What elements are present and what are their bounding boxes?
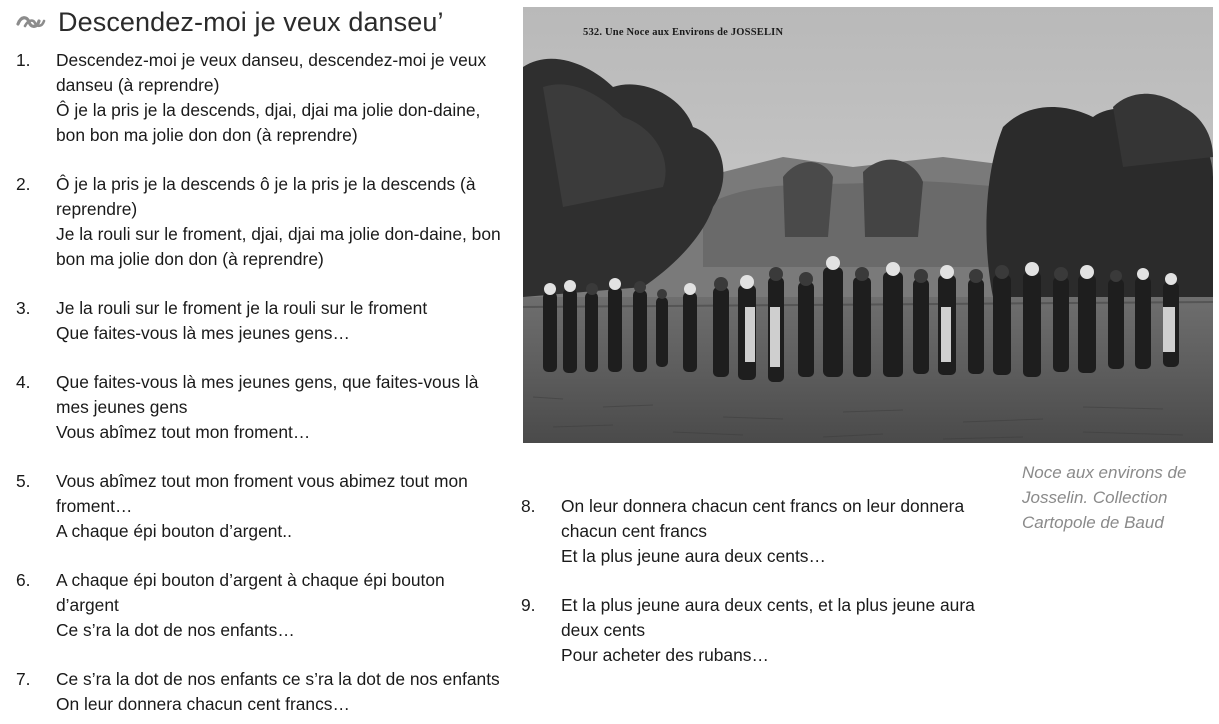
verse-line: Que faites-vous là mes jeunes gens, que faites-vous là mes jeunes gens (56, 372, 479, 417)
verse-number: 7. (16, 669, 31, 689)
verse-line: Pour acheter des rubans… (561, 645, 769, 665)
verse-item (16, 48, 501, 148)
verse-line: On leur donnera chacun cent francs… (56, 694, 350, 714)
verse-line: A chaque épi bouton d’argent à chaque épi bouton d’argent (56, 570, 445, 615)
verse-line: Et la plus jeune aura deux cents… (561, 546, 826, 566)
verse-line: Je la rouli sur le froment, djai, djai ma jolie don-daine, bon bon ma jolie don don (à reprendre) (56, 224, 501, 269)
verse-number: 8. (521, 496, 536, 516)
verse-number: 5. (16, 471, 31, 491)
verse-number: 4. (16, 372, 31, 392)
verse-line: Ô je la pris je la descends, djai, djai ma jolie don-daine, bon bon ma jolie don don (à reprendre) (56, 100, 481, 145)
verse-number: 1. (16, 50, 31, 70)
verse-item (521, 494, 1011, 569)
verse-line: Vous abîmez tout mon froment… (56, 422, 311, 442)
verse-line: On leur donnera chacun cent francs on leur donnera chacun cent francs (561, 496, 965, 541)
verse-line: Ce s’ra la dot de nos enfants… (56, 620, 295, 640)
photo-printed-caption: 532. Une Noce aux Environs de JOSSELIN (583, 27, 784, 38)
verse-line: Vous abîmez tout mon froment vous abimez tout mon froment… (56, 471, 468, 516)
verse-number: 2. (16, 174, 31, 194)
wedding-photo (523, 7, 1213, 443)
verse-line: Ô je la pris je la descends ô je la pris je la descends (à reprendre) (56, 174, 476, 219)
verse-line: Je la rouli sur le froment je la rouli sur le froment (56, 298, 428, 318)
verse-item (16, 296, 501, 346)
verse-line: Et la plus jeune aura deux cents, et la plus jeune aura deux cents (561, 595, 975, 640)
verse-item (16, 469, 501, 544)
decorative-swirl-icon (16, 11, 46, 33)
verse-line: Ce s’ra la dot de nos enfants ce s’ra la dot de nos enfants (56, 669, 500, 689)
verses-column-right (521, 494, 1011, 668)
verse-item (16, 568, 501, 643)
verse-line: A chaque épi bouton d’argent.. (56, 521, 292, 541)
verse-number: 9. (521, 595, 536, 615)
verse-item (16, 172, 501, 272)
photo-caption: Noce aux environs de Josselin. Collection Cartopole de Baud (1022, 463, 1187, 532)
verse-item (16, 667, 501, 717)
title-text: Descendez-moi je veux danseu’ (58, 6, 444, 37)
verse-item (521, 593, 1011, 668)
photo-illustration (523, 7, 1213, 443)
verse-item (16, 370, 501, 445)
verse-line: Que faites-vous là mes jeunes gens… (56, 323, 350, 343)
verse-number: 3. (16, 298, 31, 318)
verse-line: Descendez-moi je veux danseu, descendez-moi je veux danseu (à reprendre) (56, 50, 487, 95)
page-title (16, 4, 444, 40)
verses-column-left (16, 48, 501, 717)
verse-number: 6. (16, 570, 31, 590)
